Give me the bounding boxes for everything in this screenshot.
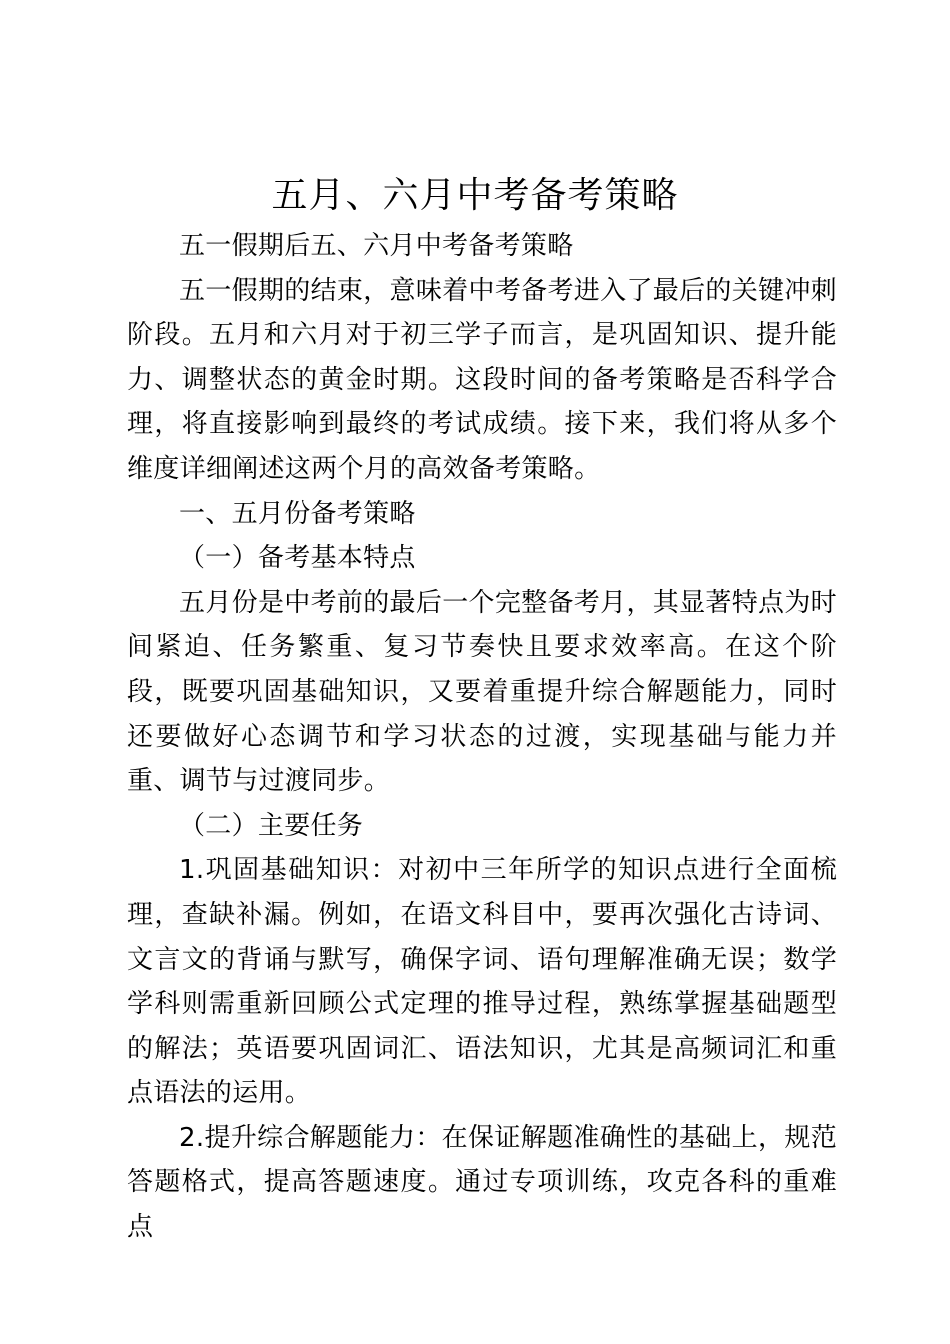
subsection-heading-features: （一）备考基本特点 <box>179 543 416 574</box>
intro-paragraph: 五一假期的结束，意味着中考备考进入了最后的关键冲刺阶段。五月和六月对于初三学子而言，是巩固知识、提升能力、调整状态的黄金时期。这段时间的备考策略是否科学合理，将直接影响到最终的考试成绩。接下来，我们将从多个维度详细阐述这两个月的高效备考策略。 <box>127 275 837 484</box>
task-paragraph-2: 2.提升综合解题能力：在保证解题准确性的基础上，规范答题格式，提高答题速度。通过专项训练，攻克各科的重难点 <box>127 1122 837 1243</box>
task-paragraph-1: 1.巩固基础知识：对初中三年所学的知识点进行全面梳理，查缺补漏。例如，在语文科目中，要再次强化古诗词、文言文的背诵与默写，确保字词、语句理解准确无误；数学学科则需重新回顾公式定理的推导过程，熟练掌握基础题型的解法；英语要巩固词汇、语法知识，尤其是高频词汇和重点语法的运用。 <box>127 855 837 1109</box>
document-body <box>127 224 837 1250</box>
section-heading-may: 一、五月份备考策略 <box>179 498 416 529</box>
features-paragraph: 五月份是中考前的最后一个完整备考月，其显著特点为时间紧迫、任务繁重、复习节奏快且要求效率高。在这个阶段，既要巩固基础知识，又要着重提升综合解题能力，同时还要做好心态调节和学习状态的过渡，实现基础与能力并重、调节与过渡同步。 <box>127 587 837 797</box>
subtitle-paragraph: 五一假期后五、六月中考备考策略 <box>179 231 574 261</box>
document-title: 五月、六月中考备考策略 <box>271 175 679 216</box>
subsection-heading-tasks: （二）主要任务 <box>179 810 364 841</box>
